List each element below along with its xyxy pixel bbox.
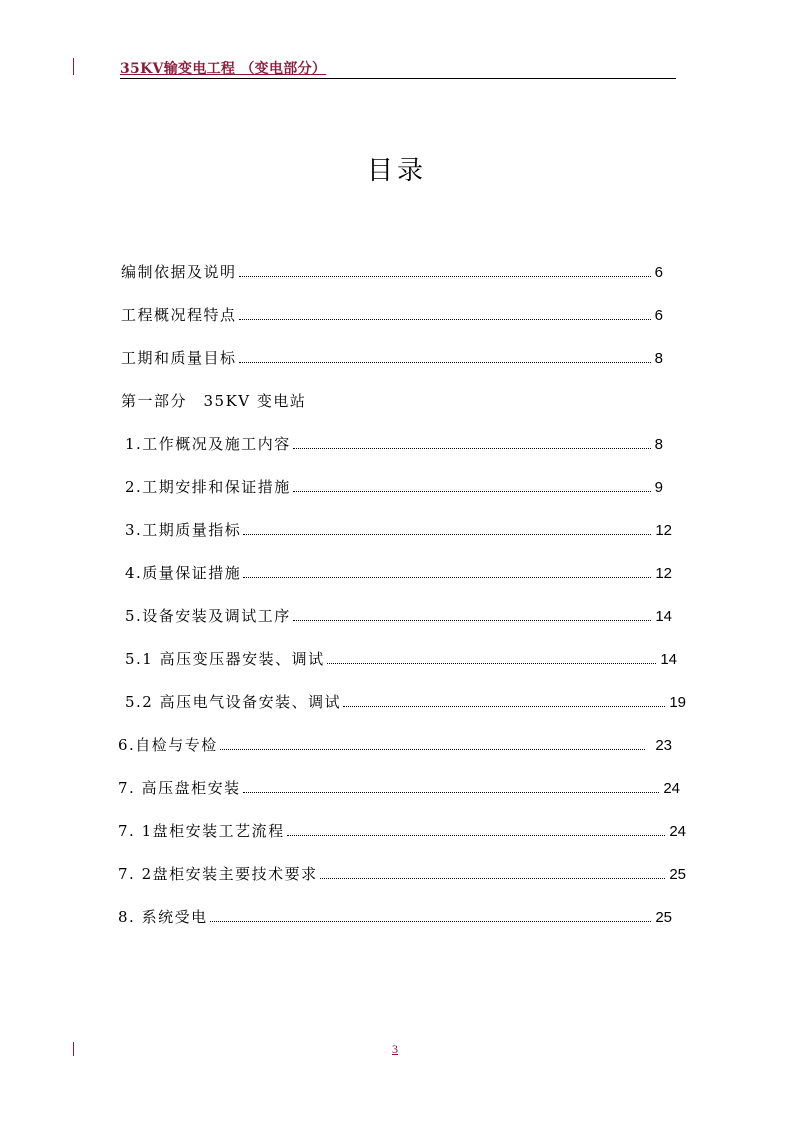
toc-entry[interactable] <box>118 865 686 884</box>
toc-entry[interactable] <box>125 693 686 712</box>
toc-entry-page: 12 <box>655 565 672 582</box>
toc-entry-label: 7. 高压盘柜安装 <box>118 779 241 797</box>
toc-entry-page: 6 <box>654 307 663 324</box>
toc-leader <box>243 792 660 793</box>
toc-entry-label: 5.设备安装及调试工序 <box>125 607 291 625</box>
toc-leader <box>287 835 666 836</box>
toc-entry-label: 第一部分 35KV 变电站 <box>121 392 307 410</box>
toc-leader <box>293 620 652 621</box>
toc-entry[interactable] <box>121 263 663 282</box>
toc-entry-label: 工期和质量目标 <box>121 349 237 367</box>
toc-leader <box>210 921 652 922</box>
toc-title: 目录 <box>366 156 427 186</box>
toc-entry[interactable] <box>118 908 672 927</box>
toc-entry-page: 6 <box>654 264 663 281</box>
toc-entry-page: 24 <box>663 780 680 797</box>
toc-entry-label: 7. 2盘柜安装主要技术要求 <box>118 865 318 883</box>
toc-entry-label: 5.1 高压变压器安装、调试 <box>125 650 325 668</box>
toc-entry[interactable] <box>125 478 663 497</box>
toc-entry-page: 8 <box>654 350 663 367</box>
toc-entry-label: 工程概况程特点 <box>121 306 237 324</box>
toc-leader <box>293 448 651 449</box>
toc-leader <box>327 663 657 664</box>
toc-entry[interactable] <box>118 779 680 798</box>
toc-leader <box>239 276 651 277</box>
toc-entry[interactable] <box>121 349 663 368</box>
toc-leader <box>243 577 651 578</box>
toc-section-heading[interactable] <box>121 392 306 410</box>
toc-entry[interactable] <box>125 435 663 454</box>
footer-margin-mark <box>73 1042 74 1056</box>
toc-entry-page: 24 <box>669 823 686 840</box>
toc-entry-label: 1.工作概况及施工内容 <box>125 435 291 453</box>
toc-entry-page: 25 <box>669 866 686 883</box>
toc-entry[interactable] <box>125 650 677 669</box>
toc-entry-label: 4.质量保证措施 <box>125 564 242 582</box>
toc-entry-page: 14 <box>660 651 677 668</box>
toc-entry[interactable] <box>125 607 672 626</box>
toc-entry-label: 7. 1盘柜安装工艺流程 <box>118 822 285 840</box>
toc-entry[interactable] <box>125 521 672 540</box>
header-margin-mark <box>73 58 74 75</box>
header-rule <box>120 78 676 79</box>
toc-entry-label: 编制依据及说明 <box>121 263 237 281</box>
toc-entry-label: 8. 系统受电 <box>118 908 208 926</box>
toc-entry-page: 14 <box>655 608 672 625</box>
toc-entry-label: 2.工期安排和保证措施 <box>125 478 291 496</box>
toc-leader <box>239 362 651 363</box>
toc-entry-page: 8 <box>654 436 663 453</box>
toc-entry-page: 23 <box>655 737 672 754</box>
toc-entry-label: 3.工期质量指标 <box>125 521 242 539</box>
toc-entry-label: 6.自检与专检 <box>118 736 218 754</box>
toc-leader <box>343 706 665 707</box>
toc-leader <box>239 319 651 320</box>
toc-entry[interactable] <box>121 306 663 325</box>
toc-entry-page: 19 <box>669 694 686 711</box>
toc-entry-page: 12 <box>655 522 672 539</box>
toc-entry-label: 5.2 高压电气设备安装、调试 <box>125 693 342 711</box>
toc-leader <box>220 749 646 750</box>
toc-leader <box>293 491 651 492</box>
document-header-title: 35KV输变电工程 （变电部分） <box>120 61 327 77</box>
toc-entry[interactable] <box>118 822 686 841</box>
toc-entry-page: 9 <box>654 479 663 496</box>
toc-entry[interactable] <box>118 736 672 755</box>
toc-entry-page: 25 <box>655 909 672 926</box>
toc-leader <box>320 878 666 879</box>
toc-entry[interactable] <box>125 564 672 583</box>
footer-page-number: 3 <box>392 1042 398 1056</box>
toc-leader <box>243 534 651 535</box>
